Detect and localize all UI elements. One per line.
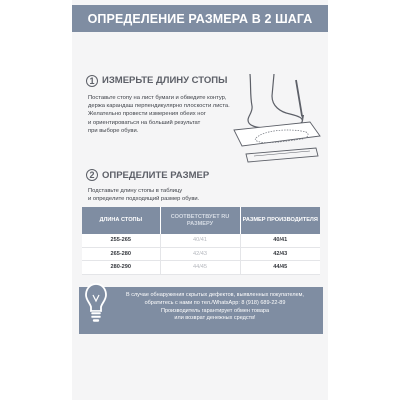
ru-size-cell: 44/45 [160,261,240,275]
maker-size-cell: 40/41 [240,234,320,247]
measure-bar [246,148,318,162]
column-header-maker-size: РАЗМЕР ПРОИЗВОДИТЕЛЯ [240,207,320,234]
table-row [82,261,320,275]
step-1-line: Поставьте стопу на лист бумаги и обведите контур, [88,95,227,101]
pencil-icon [296,80,302,116]
table-row [82,234,320,247]
notice-text [109,292,321,323]
step-1-line: Желательно провести измерения обеих ног [88,111,206,118]
foot-measure-illustration [232,72,322,170]
step-1-line: и ориентироваться на больший результат [88,119,201,126]
table-header-row [82,207,320,234]
foot-length-cell: 255-265 [82,234,160,247]
table-row [82,247,320,261]
size-guide-card [72,0,328,400]
step-1-number: 1 [86,75,98,87]
foot-length-cell: 280-290 [82,261,160,275]
foot-outline [248,74,302,128]
size-table [82,207,320,275]
step-2-line: и определите подходящий размер обуви. [88,196,200,203]
paper-sheet [234,122,320,146]
step-1-text [88,94,230,135]
notice-line: или возврат денежных средств! [174,315,256,322]
step-1-line: держа карандаш перпендикулярно плоскости листа. [88,103,230,110]
maker-size-cell: 44/45 [240,261,320,275]
lightbulb-icon [84,282,108,326]
foot-length-cell: 265-280 [82,247,160,261]
ru-size-cell: 40/41 [160,234,240,247]
notice-line: В случае обнаружения скрытых дефектов, выявленных покупателем, [126,292,304,298]
column-header-ru-size: СООТВЕТСТВУЕТ RU РАЗМЕРУ [160,207,240,234]
step-1-line: при выборе обуви. [88,127,139,134]
step-1-title: ИЗМЕРЬТЕ ДЛИНУ СТОПЫ [102,75,228,86]
step-2-line: Подставьте длину стопы в таблицу [88,188,183,194]
ru-size-cell: 42/43 [160,247,240,261]
step-2-number: 2 [86,169,98,181]
page-title: ОПРЕДЕЛЕНИЕ РАЗМЕРА В 2 ШАГА [87,11,313,26]
title-banner [72,5,328,32]
measure-line [254,151,310,156]
step-2-text [88,187,199,203]
maker-size-cell: 42/43 [240,247,320,261]
column-header-foot-length: ДЛИНА СТОПЫ [82,207,160,234]
notice-line: обратитесь с нами по тел./WhatsApp: 8 (918) 689-22-89 [144,299,286,306]
notice-line: Производитель гарантирует обмен товара [160,307,270,314]
defect-notice-banner [79,287,323,334]
step-2-title: ОПРЕДЕЛИТЕ РАЗМЕР [102,170,210,181]
